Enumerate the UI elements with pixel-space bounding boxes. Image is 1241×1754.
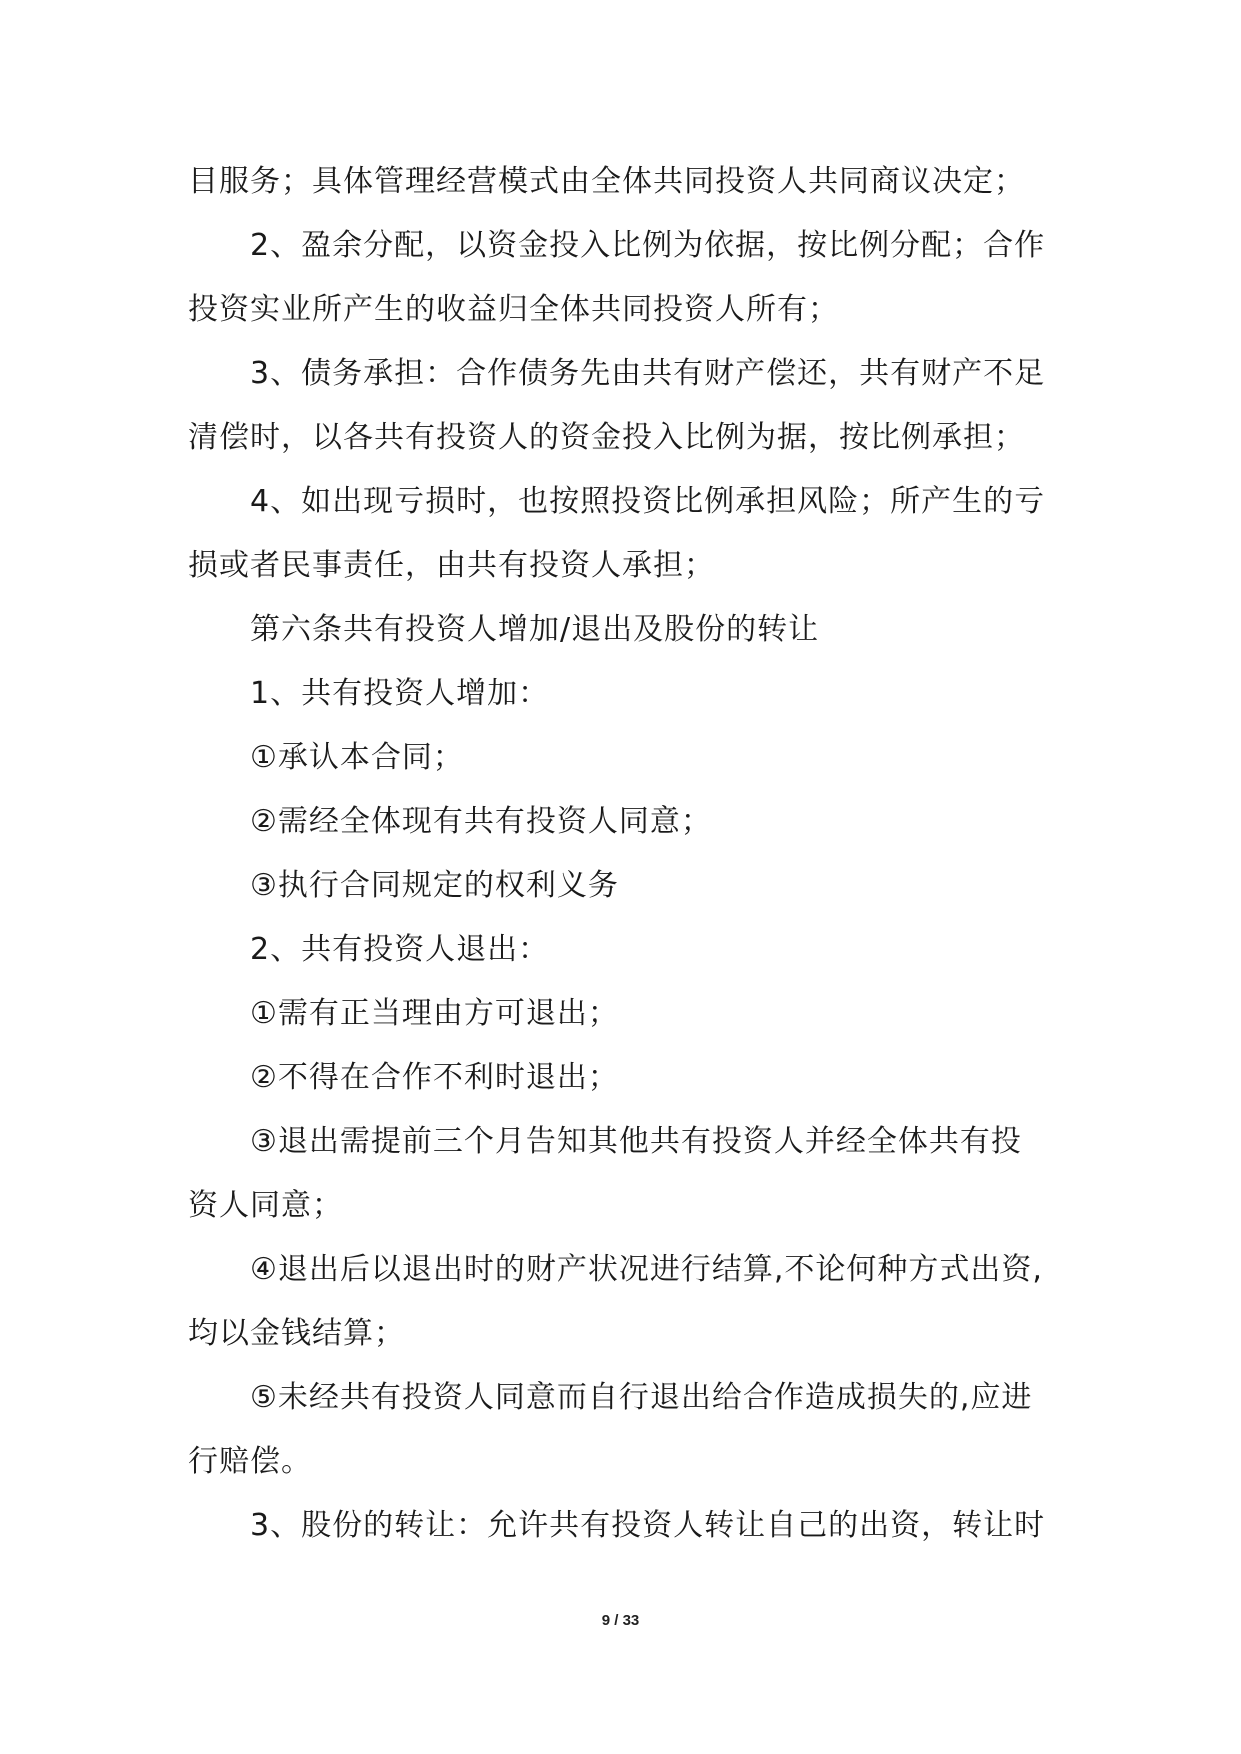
paragraph-line: 1、共有投资人增加： — [250, 676, 550, 711]
paragraph-line: 2、盈余分配，以资金投入比例为依据，按比例分配；合作 — [250, 228, 1046, 263]
paragraph-line: 3、股份的转让：允许共有投资人转让自己的出资，转让时 — [250, 1508, 1046, 1543]
list-item: 行赔偿。 — [188, 1444, 312, 1479]
paragraph-line: 2、共有投资人退出： — [250, 932, 550, 967]
paragraph-line: 投资实业所产生的收益归全体共同投资人所有； — [188, 292, 839, 327]
section-heading: 第六条共有投资人增加/退出及股份的转让 — [250, 612, 820, 647]
list-item: ③退出需提前三个月告知其他共有投资人并经全体共有投 — [250, 1124, 1022, 1159]
list-item: ②不得在合作不利时退出； — [250, 1060, 619, 1095]
list-item: ③执行合同规定的权利义务 — [250, 868, 619, 903]
page-number: 9 / 33 — [601, 1612, 640, 1629]
list-item: ⑤未经共有投资人同意而自行退出给合作造成损失的,应进 — [250, 1380, 1033, 1415]
list-item: 均以金钱结算； — [188, 1316, 405, 1351]
list-item: ①承认本合同； — [250, 740, 464, 775]
list-item: 资人同意； — [188, 1188, 343, 1223]
list-item: ②需经全体现有共有投资人同意； — [250, 804, 712, 839]
paragraph-line: 清偿时，以各共有投资人的资金投入比例为据，按比例承担； — [188, 420, 1025, 455]
paragraph-line: 4、如出现亏损时，也按照投资比例承担风险；所产生的亏 — [250, 484, 1046, 519]
paragraph-line: 损或者民事责任，由共有投资人承担； — [188, 548, 715, 583]
paragraph-line: 目服务；具体管理经营模式由全体共同投资人共同商议决定； — [188, 164, 1025, 199]
list-item: ④退出后以退出时的财产状况进行结算,不论何种方式出资, — [250, 1252, 1043, 1287]
list-item: ①需有正当理由方可退出； — [250, 996, 619, 1031]
paragraph-line: 3、债务承担：合作债务先由共有财产偿还，共有财产不足 — [250, 356, 1046, 391]
